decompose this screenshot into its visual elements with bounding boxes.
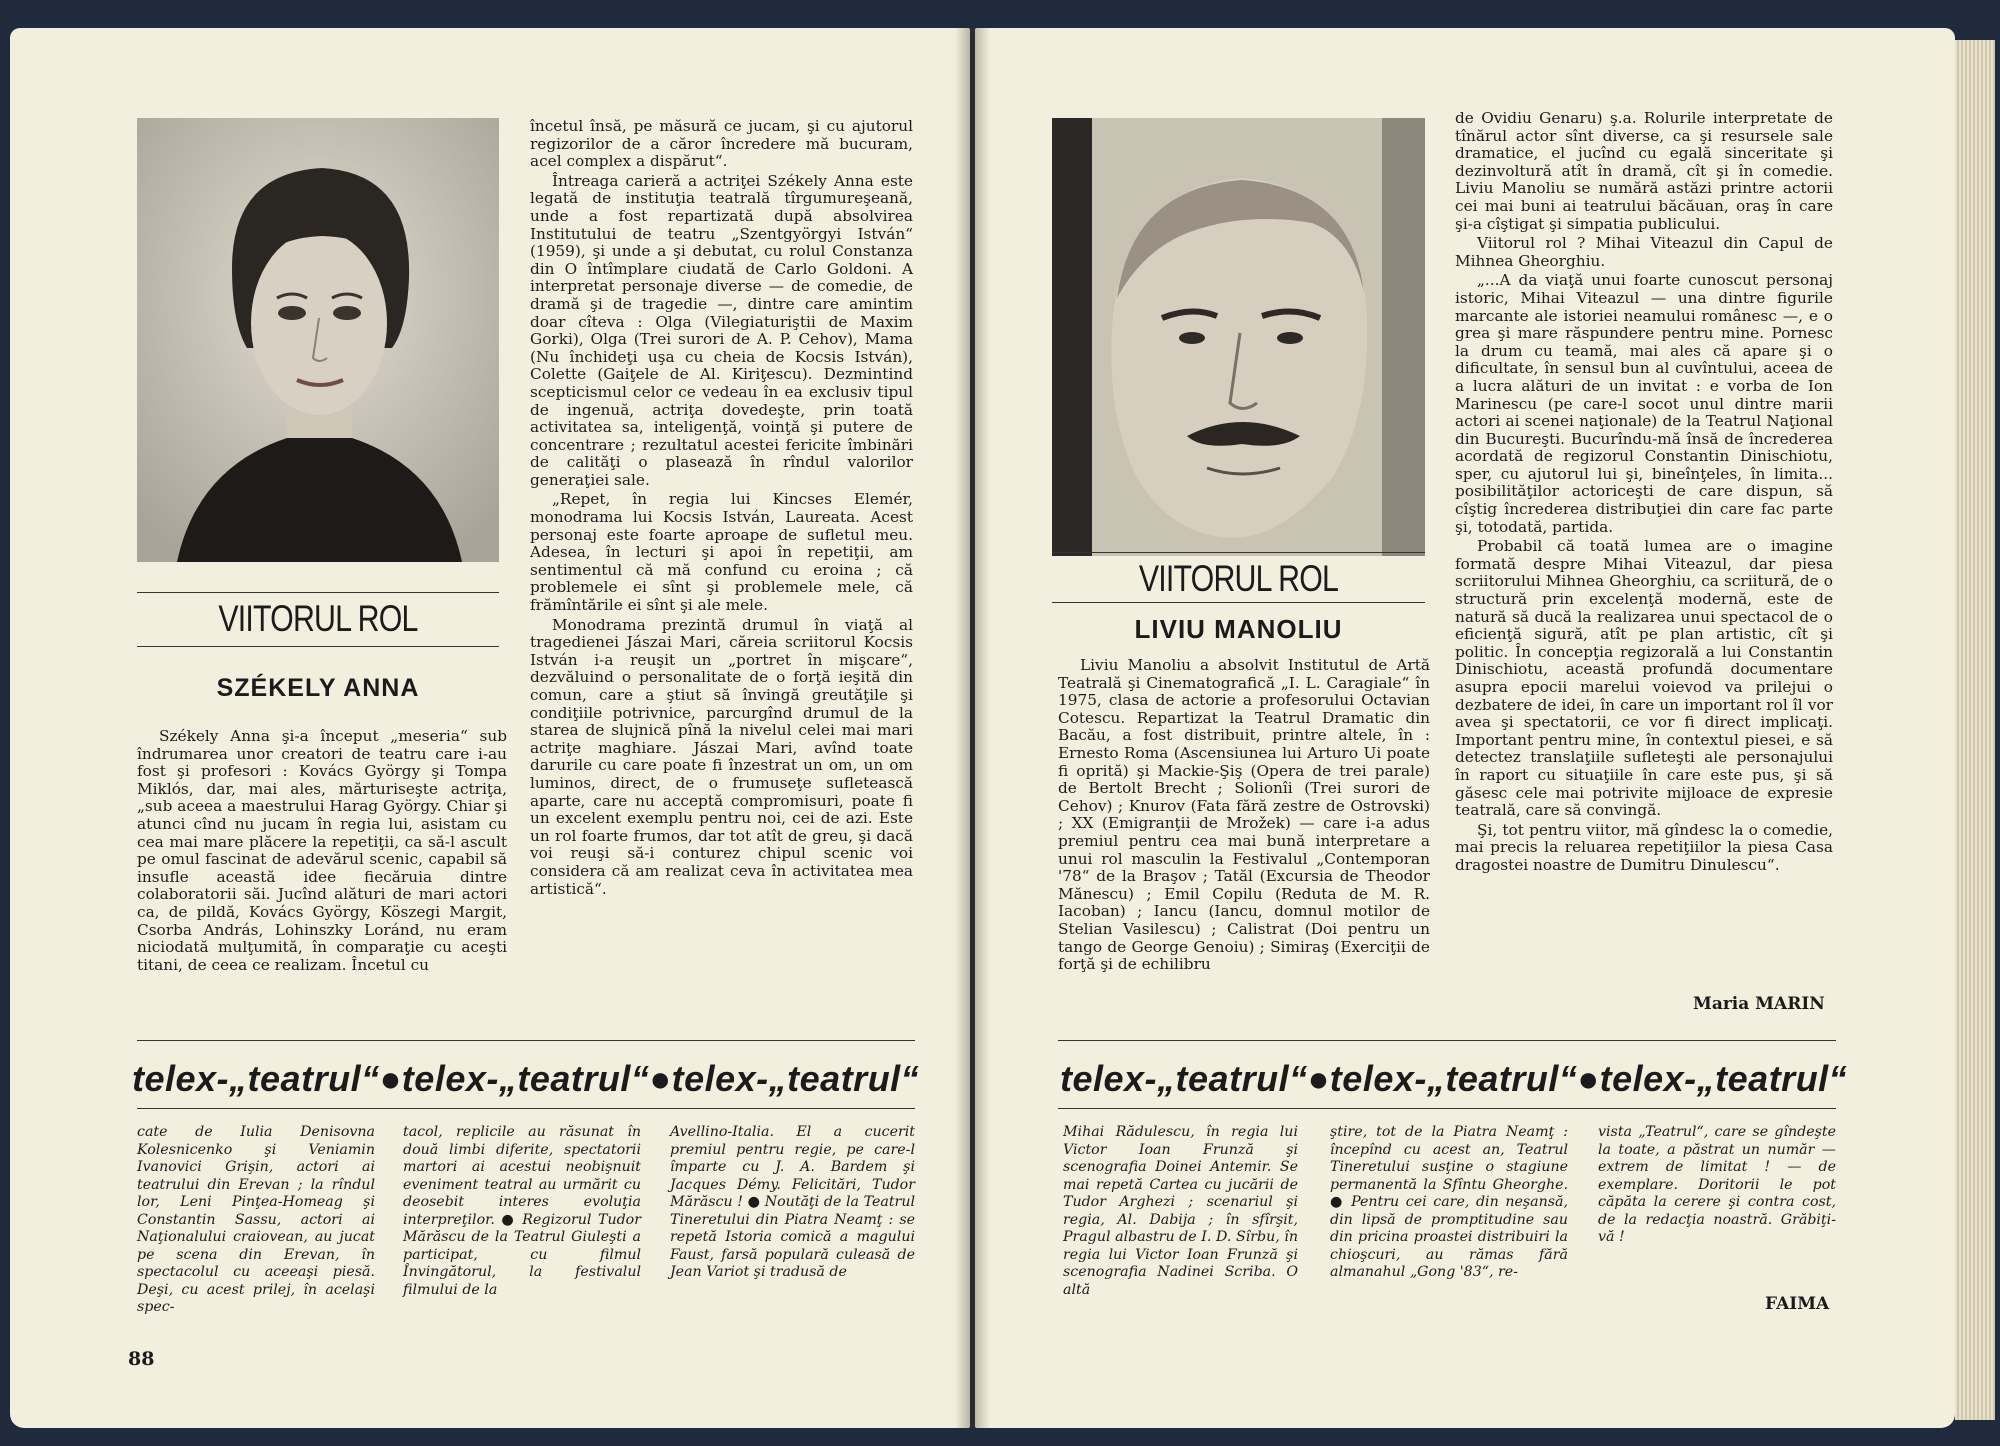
kicker-rule-bottom bbox=[137, 646, 499, 647]
telex-column-3: Avellino-Italia. El a cucerit premiul pentru regie, pe care-l împarte cu J. A. Bardem şi Jacques Démy. Felicitări, Tudor Mărăscu ! ● Noutăţi de la Teatrul Tineretului din Piatra Neamţ : se repetă Istoria comică a magului Faust, farsă populară culeasă de Jean Variot şi tradusă de bbox=[670, 1124, 915, 1280]
telex-column-1: cate de Iulia Denisovna Kolesnicenko şi Veniamin Ivanovici Grişin, actori ai teatrului din Erevan ; la rîndul lor, Leni Pinţea-Homeag şi Constantin Sassu, actori ai Naţionalului craiovean, au jucat pe scena din Erevan, în spectacolul cu aceeaşi piesă. Deşi, cu acest prilej, în acelaşi spec- bbox=[137, 1124, 375, 1315]
intro-paragraph: Székely Anna şi-a început „meseria“ sub îndrumarea unor creatori de teatru care i-au fost şi profesori : Kovács György şi Tompa Miklós, dar, mai ales, mărturiseşte actriţa, „sub aceea a maestrului Harag György. Chiar şi atunci cînd nu jucam în regia lui, asistam cu cea mai mare plăcere la repetiţii, ca să-l ascult pe omul fascinat de adevărul scenic, capabil să insufle această idee fiecăruia dintre colaboratorii săi. Jucînd alături de mari actori ca, de pildă, Kovács György, Köszegi Margit, Csorba András, Lohinszky Loránd, nu eram niciodată mulţumită, în comparaţie cu aceşti titani, de ceea ce realizam. Încetul cu bbox=[137, 727, 507, 974]
telex-rule-top bbox=[137, 1040, 915, 1041]
paragraph: de Ovidiu Genaru) ş.a. Rolurile interpretate de tînărul actor sînt diverse, ca şi resursele sale dramatice, el jucînd cu egală sinceritate şi dezinvoltură atît în dramă, cît şi în comedie. Liviu Manoliu se numără astăzi printre actorii cei mai buni ai teatrului băcăuan, oraş în care şi-a cîştigat şi simpatia publicului. bbox=[1455, 109, 1833, 233]
telex-banner: telex-„teatrul“●telex-„teatrul“●telex-„teatrul“ bbox=[132, 1058, 920, 1099]
paragraph: Monodrama prezintă drumul în viaţă al tragedienei Jászai Mari, căreia scriitorul Kocsis István i-a reuşit un „portret în mişcare“, dezvăluind o personalitate de o forţă ieşită din comun, care a ştiut să învingă greutăţile şi condiţiile potrivnice, parcurgînd drumul de la starea de slujnică pînă la nivelul celei mai mari actriţe maghiare. Jászai Mari, avînd toate darurile cu care poate fi înzestrat un om, un om luminos, direct, de o frumuseţe sufletească aparte, care nu acceptă compromisuri, poate fi un excelent exemplu pentru noi, cei de azi. Este un rol foarte frumos, dar tot atît de greu, şi dacă voi reuşi să-i conturez chipul scenic voi considera că am realizat ceva în activitatea mea artistică“. bbox=[530, 615, 913, 898]
telex-signature: FAIMA bbox=[1765, 1294, 1830, 1314]
paragraph: Întreaga carieră a actriţei Székely Anna este legată de instituţia teatrală tîrgumureşeană, unde a fost repartizată după absolvirea Institutului de teatru „Szentgyörgyi István“ (1959), şi unde a şi debutat, cu rolul Constanza din O întîmplare ciudată de Carlo Goldoni. A interpretat personaje diverse — de comedie, de dramă şi de tragedie —, dintre care amintim doar cîteva : Olga (Vilegiaturiştii de Maxim Gorki), Olga (Trei surori de A. P. Cehov), Mama (Nu închideţi uşa cu cheia de Kocsis István), Colette (Gaiţele de Al. Kiriţescu). Dezmintind scepticismul celor ce vedeau în ea exclusiv tipul de ingenuă, actriţa dovedeşte, prin toată activitatea sa, inteligenţă, voinţă şi putere de concentrare ; rezultatul acestei fericite îmbinări de calităţi o plasează în rîndul valorilor generaţiei sale. bbox=[530, 171, 913, 489]
paragraph: Şi, tot pentru viitor, mă gîndesc la o comedie, mai precis la reluarea repetiţiilor la piesa Casa dragostei noastre de Dumitru Dinulescu“. bbox=[1455, 820, 1833, 874]
intro-text-manoliu bbox=[1058, 657, 1430, 976]
paragraph: Viitorul rol ? Mihai Viteazul din Capul de Mihnea Gheorghiu. bbox=[1455, 234, 1833, 270]
section-kicker: VIITORUL ROL bbox=[218, 598, 418, 639]
intro-paragraph: Liviu Manoliu a absolvit Institutul de Artă Teatrală şi Cinematografică „I. L. Caragiale“ în 1975, clasa de actorie a profesorului Octavian Cotescu. Repartizat la Teatrul Dramatic din Bacău, a fost distribuit, printre altele, în : Ernesto Roma (Ascensiunea lui Arturo Ui poate fi oprită) şi Mackie-Şiş (Opera de trei parale) de Bertolt Brecht ; Solionîi (Trei surori de Cehov) ; Knurov (Fata fără zestre de Ostrovski) ; XX (Emigranţii de Mrožek) — care i-a adus premiul pentru cea mai bună interpretare a unui rol masculin la Festivalul „Contemporan '78“ de la Braşov ; Tatăl (Excursia de Theodor Mănescu) ; Emil Copilu (Reduta de M. R. Iacoban) ; Iancu (Iancu, domnul motilor de Stelian Vasilescu) ; Calistrat (Doi pentru un tango de George Genoiu) ; Simiraş (Exerciţii de forţă şi de echilibru bbox=[1058, 656, 1430, 974]
book-gutter bbox=[955, 28, 990, 1428]
portrait-image bbox=[1052, 118, 1425, 556]
paragraph: „...A da viaţă unui foarte cunoscut personaj istoric, Mihai Viteazul — una dintre figurile marcante ale istoriei neamului românesc —, e o grea şi mare răspundere pentru mine. Pornesc la drum cu teamă, mai ales că apare şi o dificultate, în sensul bun al cuvîntului, aceea de a lucra alături de un invitat : e vorba de Ion Marinescu (pe care-l socot unul dintre marii actori ai scenei naţionale) de la Teatrul Naţional din Bucureşti. Bucurîndu-mă însă de încrederea acordată de regizorul Constantin Dinischiotu, sper, cu ajutorul lui şi, bineînţeles, în limita... posibilităţilor actoriceşti de care dispun, să cîştig încrederea distribuţiei din care fac parte şi, totodată, partida. bbox=[1455, 271, 1833, 536]
section-kicker: VIITORUL ROL bbox=[1138, 558, 1339, 599]
kicker-rule-top bbox=[1052, 552, 1425, 553]
portrait-photo-liviu-manoliu bbox=[1052, 118, 1425, 556]
author-signature: Maria MARIN bbox=[1693, 994, 1825, 1014]
telex-column-2: tacol, replicile au răsunat în două limbi diferite, spectatorii martori ai acestui neobişnuit eveniment teatral au urmărit cu deosebit interes evoluţia interpreţilor. ● Regizorul Tudor Mărăscu de la Teatrul Giuleşti a participat, cu filmul Învingătorul, la festivalul filmului de la bbox=[403, 1124, 641, 1298]
page-edges bbox=[1955, 40, 1995, 1420]
kicker-rule-top bbox=[137, 592, 499, 593]
kicker-rule-bottom bbox=[1052, 602, 1425, 603]
article-name-liviu-manoliu: LIVIU MANOLIU bbox=[1134, 614, 1343, 644]
telex-rule-bottom bbox=[137, 1108, 915, 1109]
paragraph: încetul însă, pe măsură ce jucam, şi cu ajutorul regizorilor de a căror încredere mă bucuram, acel complex a dispărut“. bbox=[530, 117, 913, 171]
telex-column-2: ştire, tot de la Piatra Neamţ : începînd cu acest an, Teatrul Tineretului susţine o stagiune permanentă la Sfîntu Gheorghe. ● Pentru cei care, din neşansă, din lipsă de promptitudine sau din pricina proastei distribuiri la chioşcuri, au rămas fără almanahul „Gong '83“, re- bbox=[1330, 1124, 1568, 1280]
telex-column-1: Mihai Rădulescu, în regia lui Victor Ioan Frunză şi scenografia Doinei Antemir. Se mai repetă Cartea cu jucării de Tudor Arghezi ; scenariul şi regia, Al. Dabija ; în sfîrşit, Pragul albastru de I. D. Sîrbu, în regia lui Victor Ioan Frunză şi scenografia Nadinei Scriba. O altă bbox=[1063, 1124, 1298, 1298]
paragraph: „Repet, în regia lui Kincses Elemér, monodrama lui Kocsis István, Laureata. Acest personaj este foarte aproape de sufletul meu. Adesea, în lecturi şi apoi în repetiţii, am sentimentul că mă confund cu eroina ; că problemele ei sînt şi problemele mele, că frămîntările ei sînt şi ale mele. bbox=[530, 490, 913, 615]
article-column-2-left bbox=[530, 118, 913, 900]
intro-text-szekely bbox=[137, 728, 507, 976]
telex-column-3: vista „Teatrul“, care se gîndeşte la toate, a păstrat un număr — extrem de limitat ! — de exemplare. Doritorii le pot căpăta la cerere şi contra cost, de la redacţia noastră. Grăbiţi-vă ! bbox=[1598, 1124, 1836, 1245]
portrait-photo-szekely-anna bbox=[137, 118, 499, 562]
telex-banner: telex-„teatrul“●telex-„teatrul“●telex-„teatrul“ bbox=[1060, 1058, 1848, 1099]
telex-rule-bottom bbox=[1058, 1108, 1836, 1109]
paragraph: Probabil că toată lumea are o imagine formată despre Mihai Viteazul, dar piesa scriitorului Mihnea Gheorghiu, ca scriitură, de o structură prin excelenţă modernă, este de natură să ducă la realizarea unui spectacol de o eficienţă sigură, atît pe plan artistic, cît şi politic. În concepţia regizorală a lui Constantin Dinischiotu, această profundă documentare asupra epocii marelui voievod va prilejui o dezbatere de idei, în care un important rol îl vor avea şi spectatorii, ce vor fi direct implicaţi. Important pentru mine, în contextul piesei, e să detectez translaţiile sufleteşti ale personajului în raport cu situaţiile în care este pus, şi să găsesc cele mai potrivite mijloace de expresie teatrală, care să convingă. bbox=[1455, 537, 1833, 820]
article-column-2-right bbox=[1455, 110, 1833, 877]
page-number: 88 bbox=[128, 1348, 155, 1370]
telex-rule-top bbox=[1058, 1040, 1836, 1041]
portrait-image bbox=[137, 118, 499, 562]
article-name-szekely-anna: SZÉKELY ANNA bbox=[216, 674, 420, 702]
